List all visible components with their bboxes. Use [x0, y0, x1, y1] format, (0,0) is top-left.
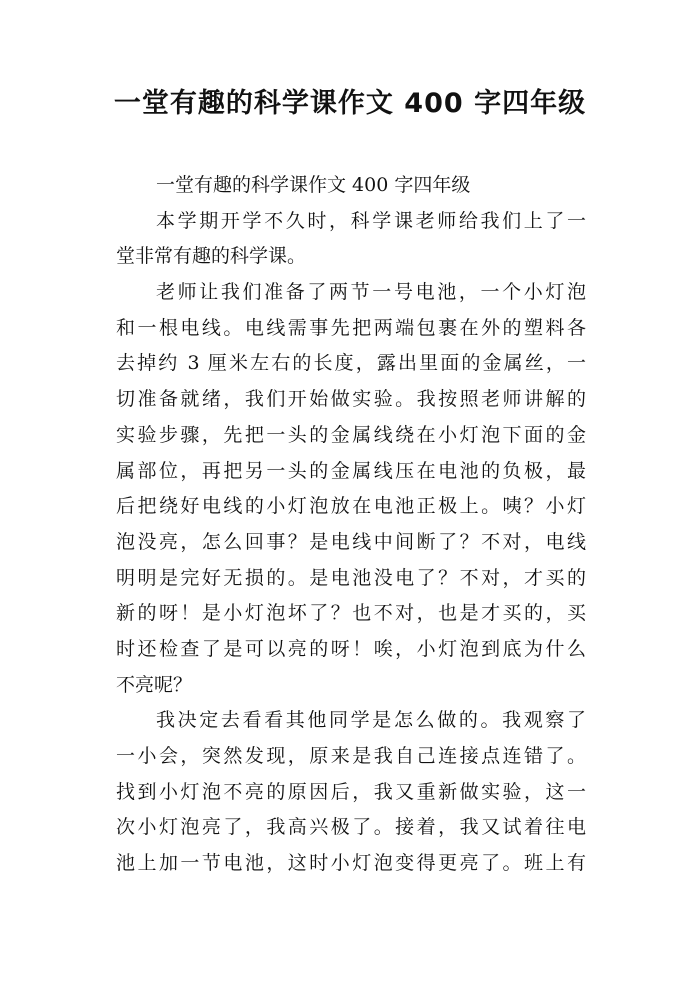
body-line: 实验步骤，先把一头的金属线绕在小灯泡下面的金 [116, 423, 586, 446]
body-line: 次小灯泡亮了，我高兴极了。接着，我又试着往电 [116, 816, 586, 839]
body-line: 不亮呢？ [116, 673, 193, 696]
body-line: 一堂有趣的科学课作文 400 字四年级 [156, 174, 471, 196]
body-line: 老师让我们准备了两节一号电池，一个小灯泡 [156, 281, 586, 304]
body-line: 新的呀！是小灯泡坏了？也不对，也是才买的，买 [116, 602, 586, 625]
body-line: 后把绕好电线的小灯泡放在电池正极上。咦？小灯 [116, 495, 586, 518]
document-title: 一堂有趣的科学课作文 400 字四年级 [113, 88, 587, 119]
body-line: 去掉约 3 厘米左右的长度，露出里面的金属丝，一 [116, 352, 586, 375]
body-line: 明明是完好无损的。是电池没电了？不对，才买的 [116, 566, 586, 589]
body-line: 时还检查了是可以亮的呀！唉，小灯泡到底为什么 [116, 637, 586, 660]
body-line: 池上加一节电池，这时小灯泡变得更亮了。班上有 [116, 852, 586, 875]
body-line: 属部位，再把另一头的金属线压在电池的负极，最 [116, 459, 586, 482]
body-line: 切准备就绪，我们开始做实验。我按照老师讲解的 [116, 388, 586, 411]
body-line: 找到小灯泡不亮的原因后，我又重新做实验，这一 [116, 780, 586, 803]
body-line: 我决定去看看其他同学是怎么做的。我观察了 [156, 709, 586, 732]
document-body [116, 168, 586, 882]
body-line: 和一根电线。电线需事先把两端包裹在外的塑料各 [116, 316, 586, 339]
body-line: 堂非常有趣的科学课。 [116, 245, 307, 268]
body-line: 一小会，突然发现，原来是我自己连接点连错了。 [116, 745, 586, 767]
body-line: 泡没亮，怎么回事？是电线中间断了？不对，电线 [116, 530, 586, 553]
body-line: 本学期开学不久时，科学课老师给我们上了一 [156, 209, 586, 232]
